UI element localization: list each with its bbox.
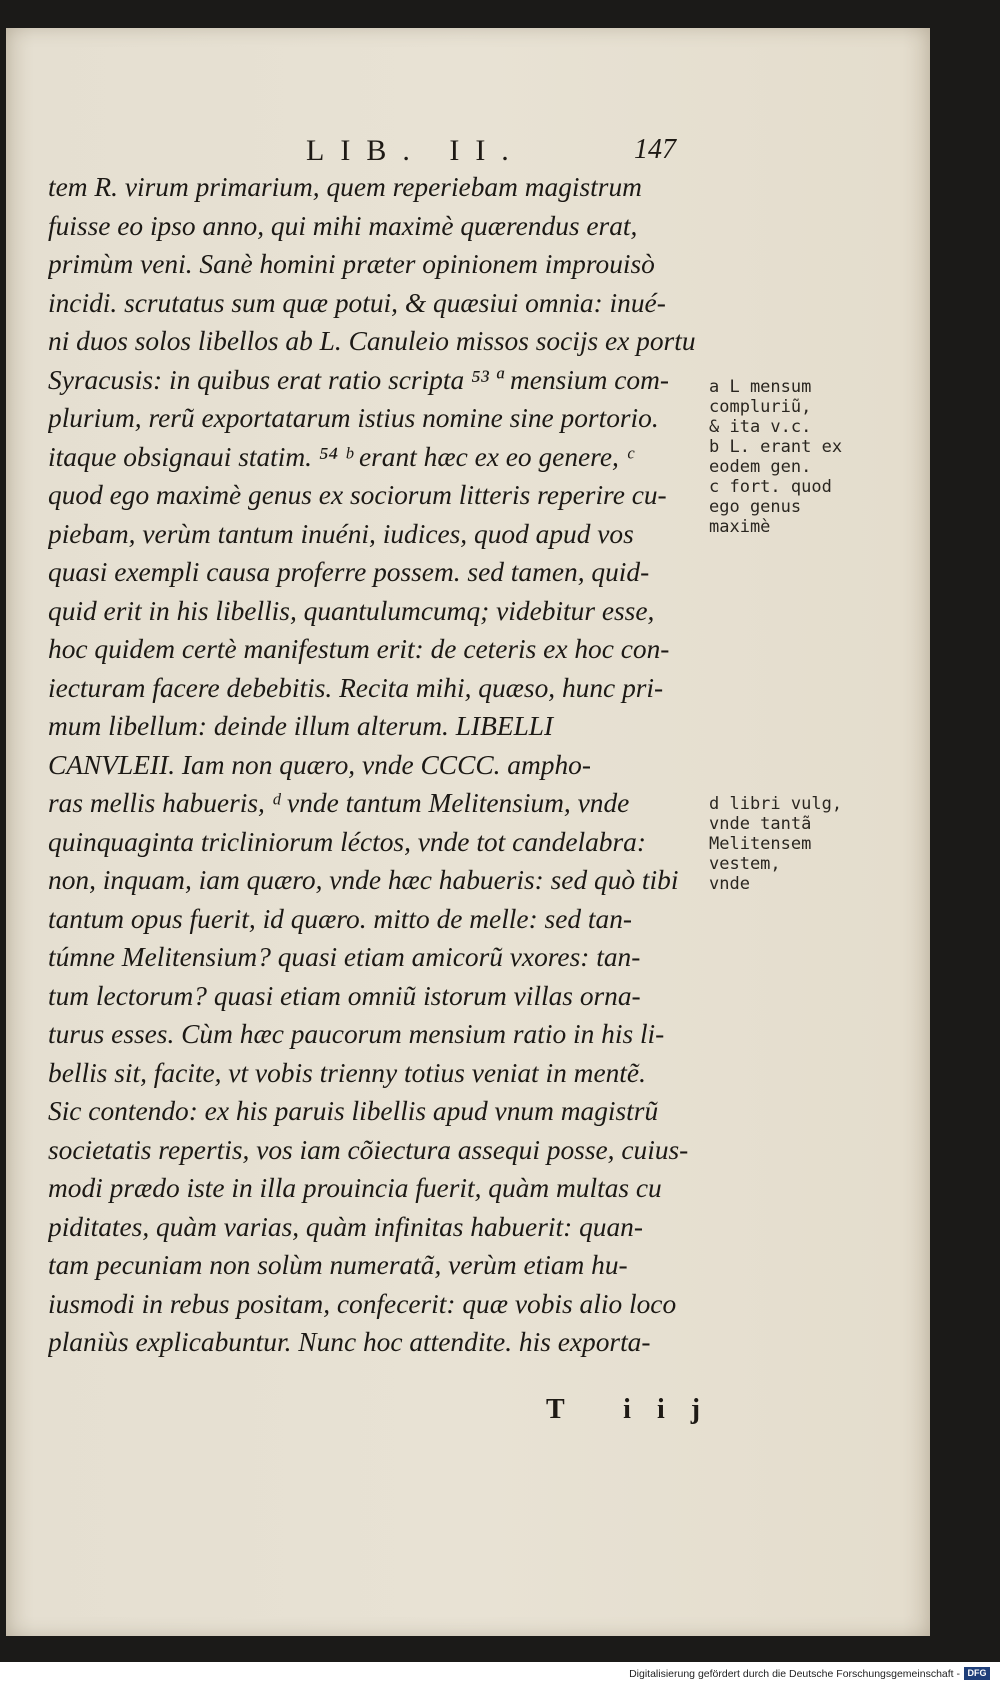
- text-line: CANVLEII. Iam non quæro, vnde CCCC. ampho-: [48, 749, 591, 780]
- text-line: ras mellis habueris, ᵈ vnde tantum Melitensium, vnde: [48, 788, 630, 818]
- signature-mark: T iij: [546, 1394, 727, 1425]
- text-line: piditates, quàm varias, quàm infinitas habuerit: quan-: [48, 1211, 643, 1242]
- text-line: fuisse eo ipso anno, qui mihi maximè quærendus erat,: [48, 210, 638, 241]
- text-line: túmne Melitensium? quasi etiam amicorũ vxores: tan-: [48, 942, 641, 972]
- margin-note-line: maximè: [709, 517, 771, 537]
- margin-note-line: ego genus: [709, 497, 802, 517]
- margin-note-line: & ita v.c.: [709, 417, 812, 437]
- margin-note-line: d libri vulg,: [709, 794, 843, 814]
- text-line: tantum opus fuerit, id quæro. mitto de melle: sed tan-: [48, 903, 633, 934]
- text-line: bellis sit, facite, vt vobis trienny totius veniat in mentẽ.: [48, 1057, 646, 1088]
- text-line: societatis repertis, vos iam cõiectura assequi posse, cuius-: [48, 1134, 689, 1165]
- text-line: quid erit in his libellis, quantulumcumq; videbitur esse,: [48, 595, 655, 626]
- margin-note-line: compluriũ,: [709, 397, 812, 417]
- text-line: Syracusis: in quibus erat ratio scripta ⁵³ ª mensium com-: [48, 364, 669, 395]
- footer-bar: [0, 1662, 1000, 1687]
- text-line: quasi exempli causa proferre possem. sed tamen, quid-: [48, 557, 650, 587]
- text-line: tum lectorum? quasi etiam omniũ istorum villas ornа-: [48, 980, 641, 1011]
- dfg-logo-icon: DFG: [964, 1667, 990, 1680]
- margin-note-line: eodem gen.: [709, 457, 812, 477]
- text-line: iecturam facere debebitis. Recita mihi, quæso, hunc pri-: [48, 672, 664, 703]
- text-line: quinquaginta tricliniorum léctos, vnde tot candelabra:: [48, 826, 646, 857]
- margin-note-d: [709, 794, 844, 894]
- margin-note-a: [709, 377, 844, 537]
- book-page: [6, 28, 930, 1636]
- text-line: tem R. virum primarium, quem reperiebam magistrum: [48, 172, 642, 202]
- margin-note-line: a L mensum: [709, 377, 812, 397]
- text-line: tam pecuniam non solùm numeratã, verùm etiam hu-: [48, 1250, 628, 1280]
- margin-note-line: vestem,: [709, 854, 781, 874]
- text-line: planiùs explicabuntur. Nunc hoc attendite. his exporta-: [48, 1327, 651, 1357]
- text-line: hoc quidem certè manifestum erit: de ceteris ex hoc con-: [48, 634, 670, 664]
- margin-note-line: Melitensem: [709, 834, 812, 854]
- running-head: [306, 134, 676, 168]
- text-line: turus esses. Cùm hæc paucorum mensium ratio in his li-: [48, 1019, 665, 1049]
- text-line: non, inquam, iam quæro, vnde hæc habueris: sed quò tibi: [48, 865, 679, 895]
- text-line: quod ego maximè genus ex sociorum litteris reperire cu-: [48, 480, 667, 510]
- margin-note-line: c fort. quod: [709, 477, 832, 497]
- running-head-title: LIB. II.: [306, 134, 525, 167]
- main-text-block: [48, 168, 708, 1362]
- text-line: itaque obsignaui statim. ⁵⁴ ᵇ erant hæc ex eo genere, ᶜ: [48, 441, 633, 472]
- text-line: primùm veni. Sanè homini præter opinionem improuisò: [48, 249, 655, 279]
- text-line: modi prædo iste in illa prouincia fuerit, quàm multas cu: [48, 1173, 662, 1203]
- margin-note-line: vnde tantã: [709, 814, 812, 834]
- text-line: incidi. scrutatus sum quæ potui, & quæsiui omnia: inué-: [48, 287, 666, 318]
- text-line: piebam, verùm tantum inuéni, iudices, quod apud vos: [48, 518, 634, 549]
- margin-note-line: b L. erant ex: [709, 437, 843, 457]
- text-line: iusmodi in rebus positam, confecerit: quæ vobis alio loco: [48, 1288, 677, 1319]
- text-line: Sic contendo: ex his paruis libellis apud vnum magistrũ: [48, 1096, 659, 1126]
- margin-note-line: vnde: [709, 874, 750, 894]
- text-line: mum libellum: deinde illum alterum. LIBELLI: [48, 711, 554, 741]
- page-number: 147: [634, 134, 676, 165]
- text-line: ni duos solos libellos ab L. Canuleio missos socijs ex portu: [48, 326, 696, 356]
- text-line: plurium, rerũ exportatarum istius nomine sine portorio.: [48, 403, 659, 433]
- footer-credit: Digitalisierung gefördert durch die Deutsche Forschungsgemeinschaft -: [629, 1668, 960, 1680]
